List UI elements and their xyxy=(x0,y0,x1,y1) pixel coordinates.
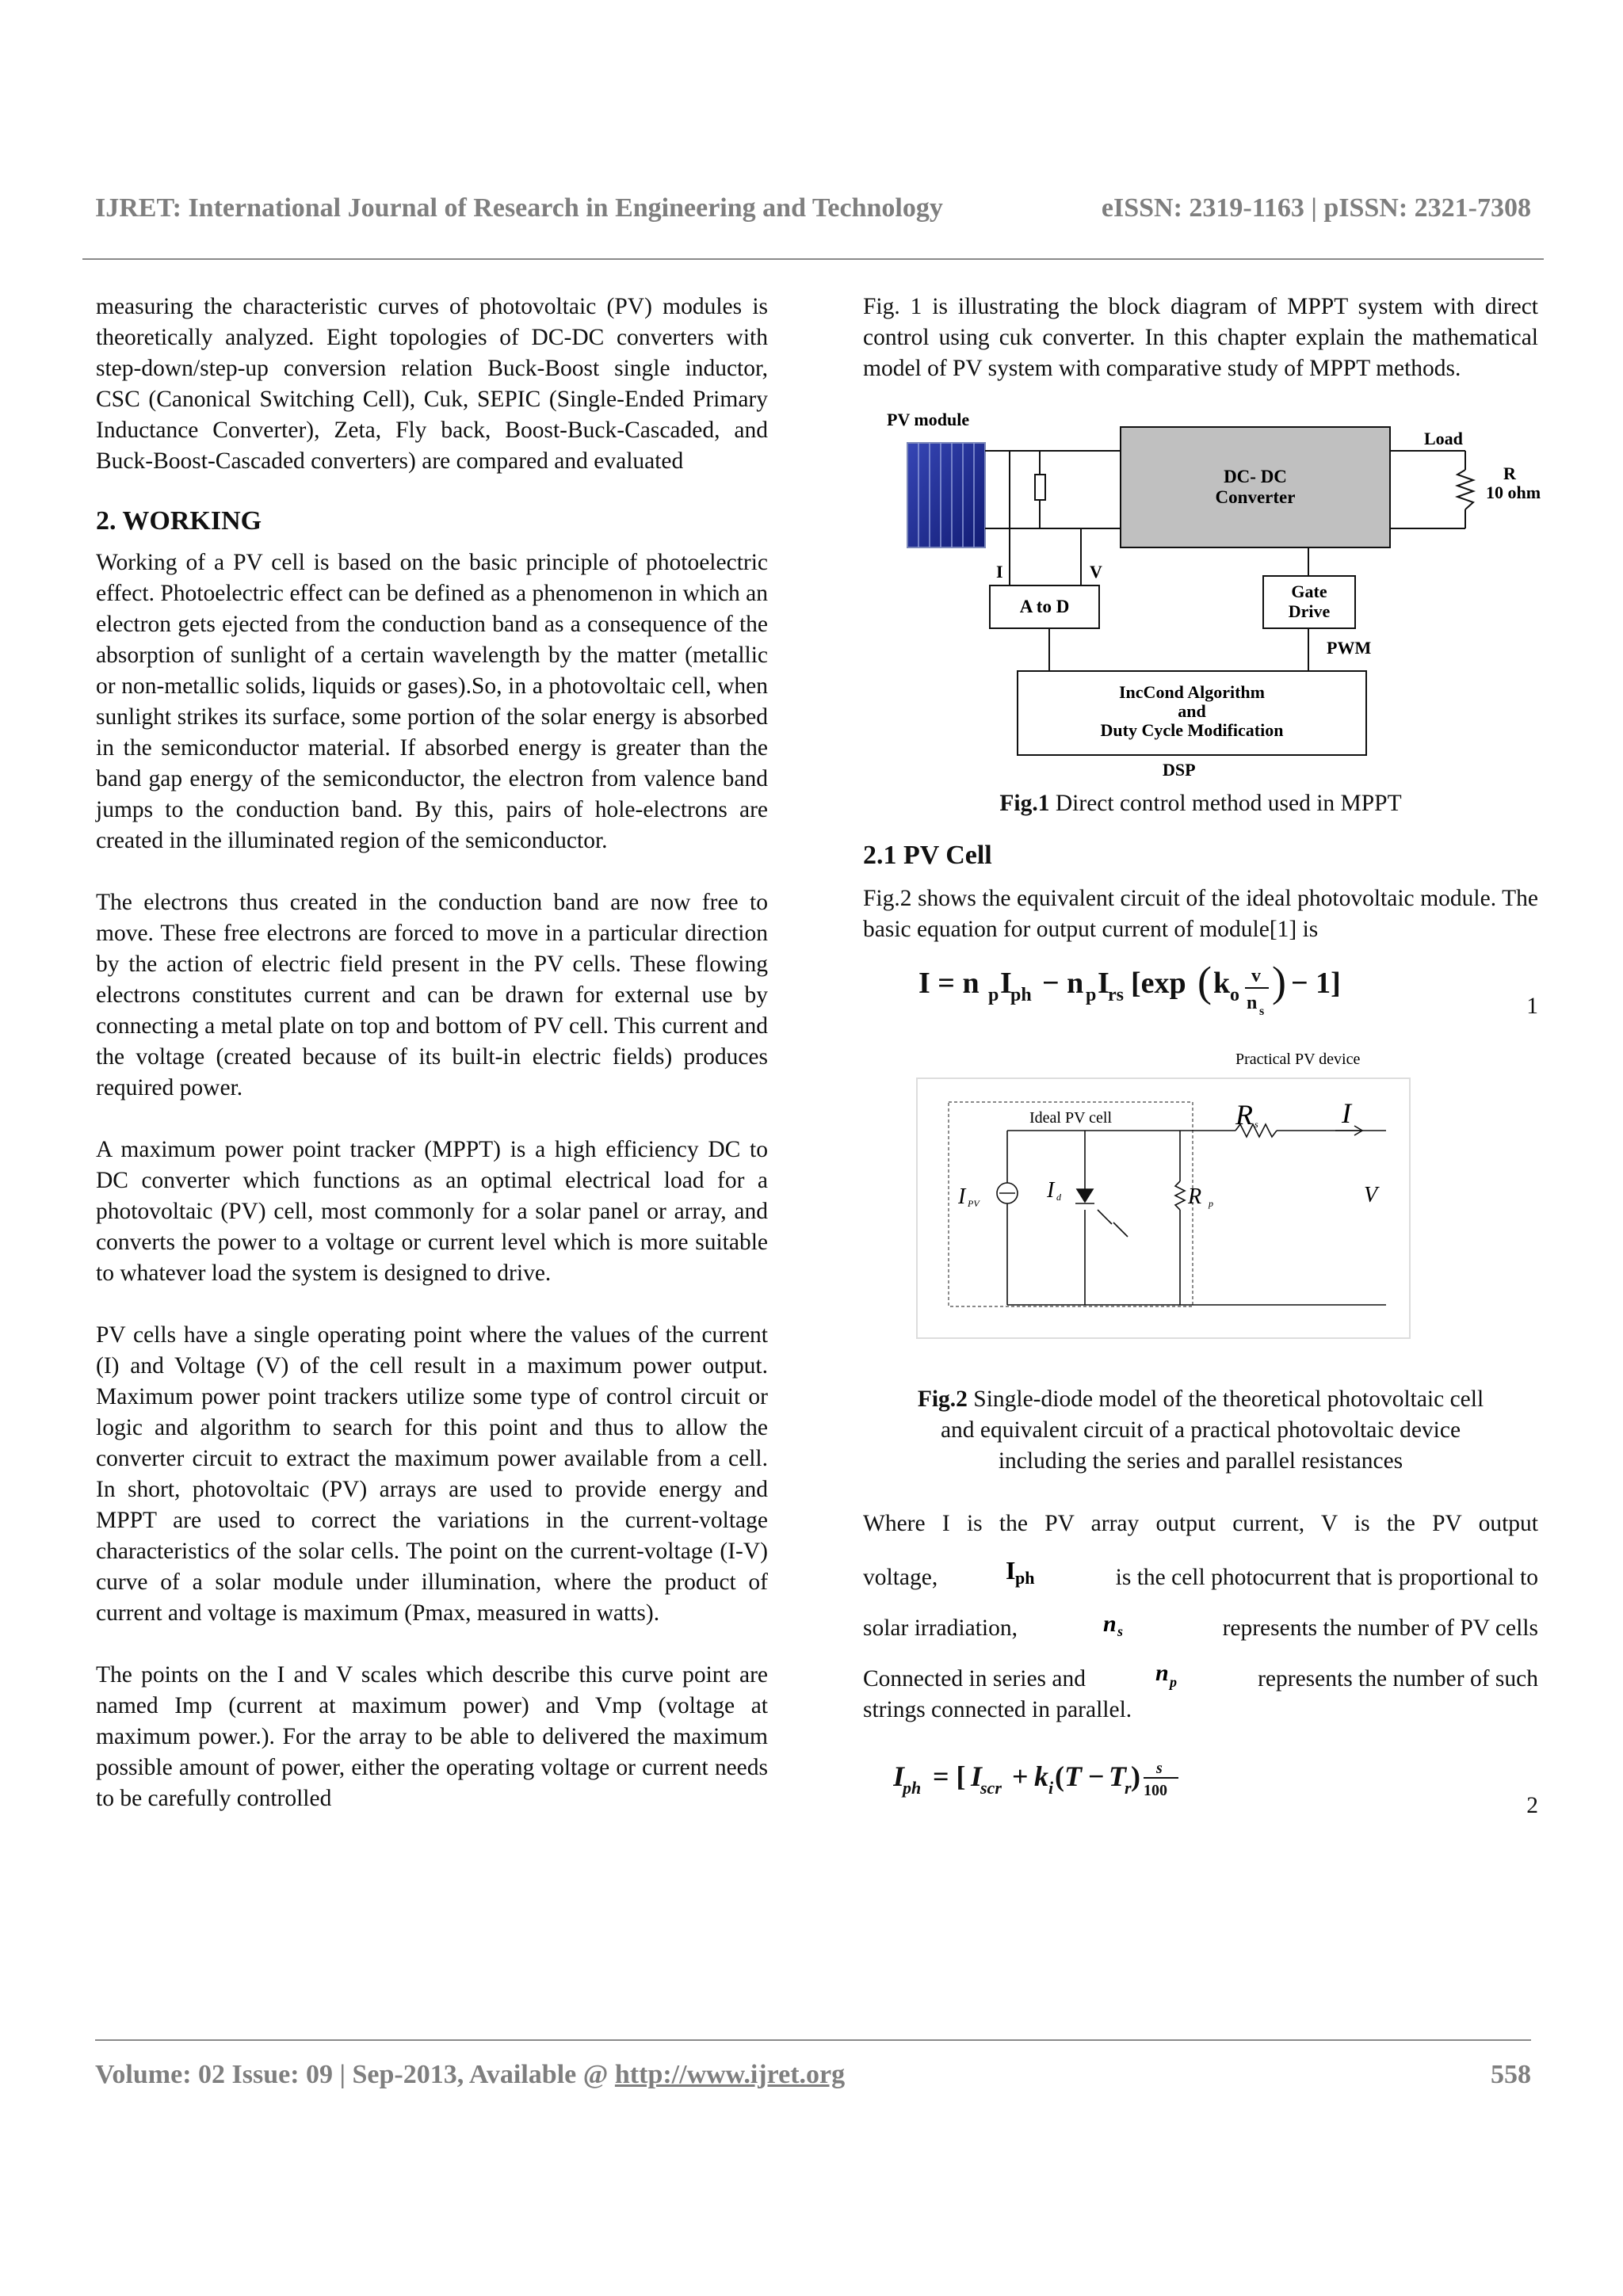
svg-text:(: ( xyxy=(1197,959,1212,1005)
fig2-circuit-diagram xyxy=(863,1047,1538,1363)
svg-text:I = n: I = n xyxy=(918,967,980,1000)
svg-text:I: I xyxy=(1098,967,1109,1000)
journal-title: IJRET: International Journal of Research in Engineering and Technology xyxy=(95,193,943,223)
definition-line-4 xyxy=(863,1663,1538,1695)
right-column xyxy=(863,292,1541,1824)
definition-line-5: strings connected in parallel. xyxy=(863,1697,1132,1722)
svg-text:n: n xyxy=(1155,1663,1169,1686)
output-current-label: I xyxy=(1342,1097,1351,1129)
fig1-caption xyxy=(863,788,1538,819)
svg-text:I: I xyxy=(971,1760,983,1792)
equation-1 xyxy=(863,959,1538,1039)
svg-text:− 1]: − 1] xyxy=(1291,967,1341,1000)
definition-iph-text: is the cell photocurrent that is proportional to xyxy=(1115,1565,1538,1590)
np-symbol xyxy=(1154,1663,1190,1695)
ipv-subscript: PV xyxy=(968,1198,980,1209)
gate-drive-label-1: Gate xyxy=(1291,582,1327,601)
svg-text:ph: ph xyxy=(1010,985,1032,1005)
footer-rule xyxy=(95,2039,1531,2041)
ns-symbol xyxy=(1102,1612,1138,1644)
practical-pv-device-label: Practical PV device xyxy=(1235,1051,1361,1068)
svg-text:100: 100 xyxy=(1144,1782,1167,1799)
svg-text:p: p xyxy=(1169,1674,1177,1690)
svg-text:−: − xyxy=(1088,1760,1105,1792)
svg-text:ph: ph xyxy=(1015,1568,1035,1588)
definition-series-text: Connected in series and xyxy=(863,1666,1086,1691)
current-sense-label: I xyxy=(996,562,1003,582)
definition-line-1: Where I is the PV array output current, V is the PV output xyxy=(863,1511,1538,1536)
svg-text:r: r xyxy=(1125,1778,1132,1798)
equation-2-terms xyxy=(893,1760,1178,1799)
svg-text:k: k xyxy=(1213,967,1231,1000)
equation-2 xyxy=(863,1753,1538,1824)
iph-symbol xyxy=(1004,1558,1048,1593)
equation-2-svg xyxy=(893,1753,1305,1816)
definition-voltage-text: voltage, xyxy=(863,1565,938,1590)
mppt-paragraph: A maximum power point tracker (MPPT) is a high efficiency DC to DC converter which functions as an optimal electrical load for a photovoltaic (PV) cell, most commonly for a solar panel or array, and converts the power to a voltage or current level which is more suitable to whatever load the system is designed to drive. xyxy=(96,1137,768,1286)
a-to-d-label: A to D xyxy=(1019,597,1070,616)
journal-url-link[interactable]: http://www.ijret.org xyxy=(614,2060,846,2089)
dsp-label: DSP xyxy=(1163,760,1196,780)
svg-text:ph: ph xyxy=(903,1778,922,1798)
svg-text:rs: rs xyxy=(1108,985,1124,1005)
definition-irradiation-text: solar irradiation, xyxy=(863,1615,1018,1641)
svg-text:k: k xyxy=(1034,1760,1048,1792)
algo-label-2: and xyxy=(1178,701,1206,721)
rp-subscript: p xyxy=(1209,1198,1213,1209)
id-subscript: d xyxy=(1056,1192,1061,1203)
ideal-pv-cell-label: Ideal PV cell xyxy=(1029,1109,1113,1127)
svg-text:T: T xyxy=(1064,1760,1082,1792)
svg-text:i: i xyxy=(1048,1778,1054,1798)
fig1-svg xyxy=(863,402,1560,782)
section-heading-working: 2. WORKING xyxy=(96,506,262,536)
definition-np-text: represents the number of such xyxy=(1258,1666,1538,1691)
algo-label-3: Duty Cycle Modification xyxy=(1100,720,1284,740)
equation-1-number: 1 xyxy=(1526,994,1538,1019)
algo-label-1: IncCond Algorithm xyxy=(1119,682,1265,702)
fig1-intro-paragraph: Fig. 1 is illustrating the block diagram of MPPT system with direct control using cuk converter. In this chapter explain the mathematical model of PV system with comparative study of MPPT methods. xyxy=(863,294,1538,381)
equation-1-terms xyxy=(918,959,1341,1018)
svg-text:s: s xyxy=(1259,1005,1265,1018)
equation-2-number: 2 xyxy=(1526,1793,1538,1818)
fig2-caption-line-2: and equivalent circuit of a practical photovoltaic device xyxy=(940,1417,1461,1443)
resistor-value: 10 ohm xyxy=(1486,482,1541,502)
practical-device-frame xyxy=(917,1078,1410,1338)
operating-point-paragraph: PV cells have a single operating point where the values of the current (I) and Voltage (V) of the cell result in a maximum power output. Maximum power point trackers utilize some type of control circuit or logic and algorithm to search for this point and thus to allow the converter circuit to extract the maximum power available from a cell. In short, photovoltaic (PV) arrays are used to provide energy and MPPT are used to correct the variations in the current-voltage characteristics of the solar cells. The point on the current-voltage (I-V) curve of a solar module under illumination, where the product of current and voltage is maximum (Pmax, measured in watts). xyxy=(96,1322,768,1626)
id-label: I xyxy=(1047,1178,1055,1203)
fig2-caption-line-3: including the series and parallel resistances xyxy=(998,1448,1403,1474)
rs-label: R xyxy=(1235,1099,1253,1131)
output-voltage-label: V xyxy=(1364,1183,1378,1207)
load-label: Load xyxy=(1424,429,1463,448)
pwm-label: PWM xyxy=(1327,638,1372,658)
svg-text:n: n xyxy=(1247,993,1258,1013)
working-paragraph-1: Working of a PV cell is based on the basic principle of photoelectric effect. Photoelectric effect can be defined as a phenomenon in which an electron gets ejected from the conduction band as a consequence of the absorption of sunlight of a certain wavelength by the matter (metallic or non-metallic solids, liquids or gases).So, in a photovoltaic cell, when sunlight strikes its surface, some portion of the solar energy is absorbed in the semiconductor material. If absorbed energy is greater than the band gap energy of the semiconductor, the electron from valence band jumps to the conduction band. By this, pairs of hole-electrons are created in the illuminated region of the semiconductor. xyxy=(96,550,768,853)
svg-text:I: I xyxy=(893,1760,905,1792)
fig2-svg xyxy=(863,1047,1545,1363)
definition-line-3 xyxy=(863,1612,1538,1644)
fig2-caption-line-1: Single-diode model of the theoretical photovoltaic cell xyxy=(967,1386,1484,1412)
svg-text:+: + xyxy=(1012,1760,1029,1792)
pv-module-label: PV module xyxy=(887,410,970,429)
svg-text:o: o xyxy=(1230,985,1239,1005)
fig2-caption-number: Fig.2 xyxy=(917,1386,968,1412)
svg-text:p: p xyxy=(1086,985,1097,1005)
fig2-intro-paragraph: Fig.2 shows the equivalent circuit of the ideal photovoltaic module. The basic equation for output current of module[1] is xyxy=(863,886,1538,942)
symbol-definitions xyxy=(863,1508,1538,1726)
page-number: 558 xyxy=(1491,2060,1531,2089)
ipv-label: I xyxy=(958,1184,966,1209)
fig1-block-diagram xyxy=(863,402,1541,782)
svg-text:(: ( xyxy=(1055,1760,1064,1792)
resistor-label: R xyxy=(1503,463,1516,483)
intro-paragraph: measuring the characteristic curves of photovoltaic (PV) modules is theoretically analyzed. Eight topologies of DC-DC converters with step-down/step-up conversion relation Buck-Boost single inductor, CSC (Canonical Switching Cell), Cuk, SEPIC (Single-Ended Primary Inductance Converter), Zeta, Fly back, Boost-Buck-Cascaded, and Buck-Boost-Cascaded converters) are compared and evaluated xyxy=(96,294,768,474)
svg-text:− n: − n xyxy=(1042,967,1084,1000)
definition-line-2 xyxy=(863,1558,1538,1593)
rs-subscript: s xyxy=(1254,1119,1258,1130)
svg-text:): ) xyxy=(1272,959,1286,1005)
converter-label-1: DC- DC xyxy=(1224,467,1287,486)
svg-text:s: s xyxy=(1156,1760,1163,1777)
svg-text:[exp: [exp xyxy=(1131,967,1186,1000)
working-paragraph-2: The electrons thus created in the conduction band are now free to move. These free electrons are forced to move in a particular direction by the action of electric field present in the PV cells. These flowing electrons constitutes current and can be drawn for external use by connecting a metal plate on top and bottom of PV cell. This current and the voltage (created because of its built-in electric fields) produces required power. xyxy=(96,890,768,1100)
svg-text:v: v xyxy=(1251,966,1261,986)
gate-drive-label-2: Drive xyxy=(1288,601,1331,621)
rp-label: R xyxy=(1188,1184,1202,1209)
svg-text:= [: = [ xyxy=(933,1760,966,1792)
shunt-resistor xyxy=(1035,475,1045,500)
volume-info: Volume: 02 Issue: 09 | Sep-2013, Available @ xyxy=(95,2060,615,2089)
fig1-caption-number: Fig.1 xyxy=(999,791,1050,816)
running-header xyxy=(95,193,1531,223)
svg-text:T: T xyxy=(1109,1760,1126,1792)
definition-ns-text: represents the number of PV cells xyxy=(1222,1615,1538,1641)
imp-vmp-paragraph: The points on the I and V scales which describe this curve point are named Imp (current at maximum power) and Vmp (voltage at maximum power.). For the array to be able to delivered the maximum possible amount of power, either the operating voltage or current needs to be carefully controlled xyxy=(96,1662,768,1811)
running-footer xyxy=(95,2060,1531,2090)
issn-numbers: eISSN: 2319-1163 | pISSN: 2321-7308 xyxy=(1101,193,1531,223)
svg-text:I: I xyxy=(1006,1558,1016,1585)
svg-text:s: s xyxy=(1117,1623,1124,1639)
equation-1-svg xyxy=(918,959,1473,1031)
header-rule xyxy=(82,258,1544,260)
fig1-caption-text: Direct control method used in MPPT xyxy=(1049,791,1402,816)
svg-text:scr: scr xyxy=(980,1778,1002,1798)
voltage-sense-label: V xyxy=(1090,562,1102,582)
left-column xyxy=(96,292,768,1814)
svg-text:p: p xyxy=(988,985,999,1005)
svg-text:): ) xyxy=(1131,1760,1140,1792)
converter-label-2: Converter xyxy=(1215,487,1296,507)
fig2-caption xyxy=(863,1384,1538,1477)
svg-text:n: n xyxy=(1103,1612,1117,1637)
subsection-heading-pv-cell: 2.1 PV Cell xyxy=(863,841,992,870)
svg-text:I: I xyxy=(1000,967,1012,1000)
